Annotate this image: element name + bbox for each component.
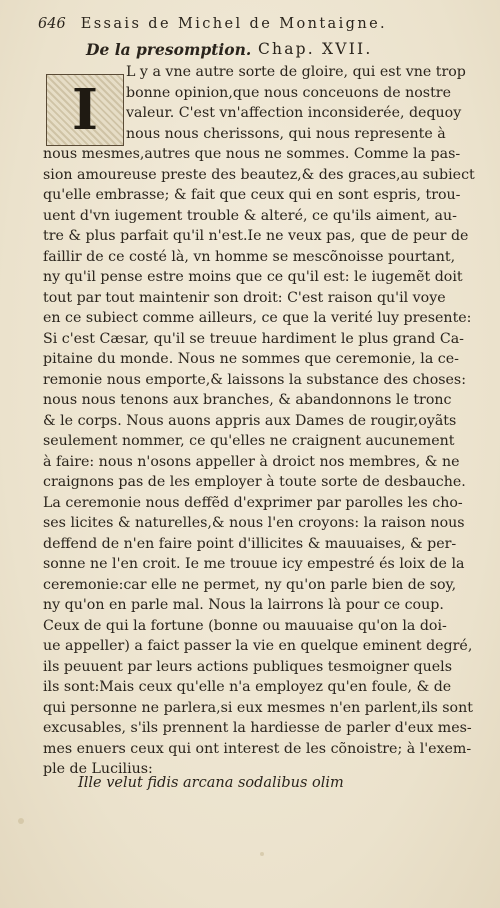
text-line: excusables, s'ils prennent la hardiesse de parler d'eux mes- bbox=[43, 720, 472, 736]
text-line: tre & plus parfait qu'il n'est.Ie ne veux pas, que de peur de bbox=[43, 228, 469, 244]
text-line: nous mesmes,autres que nous ne sommes. Comme la pas- bbox=[43, 146, 461, 162]
text-line: ple de Lucilius: bbox=[43, 761, 153, 777]
text-line: sion amoureuse preste des beautez,& des graces,au subiect bbox=[43, 166, 475, 183]
text-line: Ceux de qui la fortune (bonne ou mauuaise qu'on la doi- bbox=[43, 617, 447, 634]
text-line: sonne ne l'en croit. Ie me trouue icy empestré és loix de la bbox=[43, 556, 465, 572]
text-line: ceremonie:car elle ne permet, ny qu'on parle bien de soy, bbox=[43, 576, 457, 593]
text-line: en ce subiect comme ailleurs, ce que la verité luy presente: bbox=[43, 310, 472, 326]
chapter-heading bbox=[86, 40, 476, 59]
text-line: pitaine du monde. Nous ne sommes que ceremonie, la ce- bbox=[43, 351, 459, 367]
page-number: 646 bbox=[38, 16, 66, 32]
text-line: tout par tout maintenir son droit: C'est raison qu'il voye bbox=[43, 289, 446, 306]
text-line: bonne opinion,que nous conceuons de nostre bbox=[126, 84, 451, 101]
text-line: deffend de n'en faire point d'illicites & mauuaises, & per- bbox=[43, 535, 457, 552]
text-line: mes enuers ceux qui ont interest de les cõnoistre; à l'exem- bbox=[43, 740, 472, 757]
text-line: & le corps. Nous auons appris aux Dames de rougir,oyãts bbox=[43, 412, 457, 429]
text-line: La ceremonie nous deffẽd d'exprimer par parolles les cho- bbox=[43, 494, 463, 511]
text-line: craignons pas de les employer à toute sorte de desbauche. bbox=[43, 474, 466, 490]
text-line: L y a vne autre sorte de gloire, qui est vne trop bbox=[126, 64, 466, 80]
verse-quotation: Ille velut fidis arcana sodalibus olim bbox=[78, 775, 344, 791]
text-line: Si c'est Cæsar, qu'il se treuue hardiment le plus grand Ca- bbox=[43, 330, 464, 347]
text-line: valeur. C'est vn'affection inconsiderée, dequoy bbox=[126, 105, 462, 121]
text-line: ses licites & naturelles,& nous l'en croyons: la raison nous bbox=[43, 515, 465, 531]
text-line: ils sont:Mais ceux qu'elle n'a employez qu'en foule, & de bbox=[43, 679, 452, 695]
text-line: remonie nous emporte,& laissons la substance des choses: bbox=[43, 371, 466, 388]
text-line: ue appeller) a faict passer la vie en quelque eminent degré, bbox=[43, 638, 473, 654]
paper-stain bbox=[260, 852, 264, 856]
text-line: qu'elle embrasse; & fait que ceux qui en sont espris, trou- bbox=[43, 187, 461, 203]
text-line: ny qu'il pense estre moins que ce qu'il est: le iugemẽt doit bbox=[43, 269, 463, 285]
text-line: ils peuuent par leurs actions publiques tesmoigner quels bbox=[43, 658, 452, 675]
chapter-number: Chap. XVII. bbox=[258, 40, 373, 58]
text-line: à faire: nous n'osons appeller à droict nos membres, & ne bbox=[43, 453, 460, 470]
text-line: faillir de ce costé là, vn homme se mescõnoisse pourtant, bbox=[43, 248, 456, 265]
chapter-title: De la presomption. bbox=[86, 40, 252, 59]
text-line: seulement nommer, ce qu'elles ne craignent aucunement bbox=[43, 433, 455, 449]
text-line: ny qu'on en parle mal. Nous la lairrons là pour ce coup. bbox=[43, 597, 444, 613]
paper-stain bbox=[18, 818, 24, 824]
text-line: nous nous tenons aux branches, & abandonnons le tronc bbox=[43, 392, 452, 408]
text-line: uent d'vn iugement trouble & alteré, ce qu'ils aiment, au- bbox=[43, 207, 457, 224]
text-line: nous nous cherissons, qui nous represente à bbox=[126, 125, 446, 142]
running-title: Essais de Michel de Montaigne. bbox=[80, 16, 388, 32]
drop-cap-letter: I bbox=[71, 77, 99, 143]
body-text bbox=[43, 62, 483, 780]
running-header bbox=[38, 16, 478, 32]
text-line: qui personne ne parlera,si eux mesmes n'en parlent,ils sont bbox=[43, 699, 473, 716]
